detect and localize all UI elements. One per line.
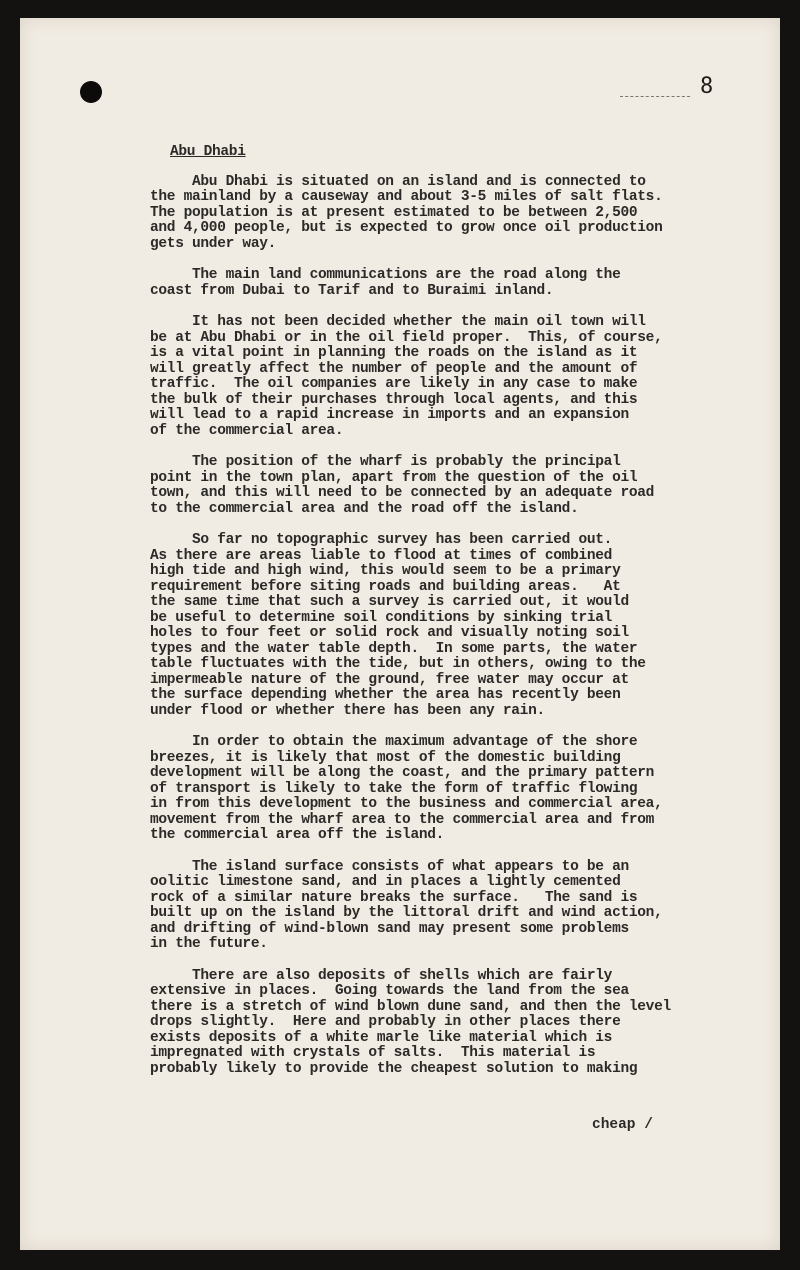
punch-hole [80, 81, 102, 103]
section-heading: Abu Dhabi [170, 144, 246, 160]
margin-marks [620, 96, 690, 97]
catchword: cheap / [592, 1117, 653, 1133]
page-number: 8 [700, 74, 714, 99]
paragraph: It has not been decided whether the main oil town will be at Abu Dhabi or in the oil field proper. This, of course, is a vital point in planning the roads on the island as it will greatly affect the number of people and the amount of traffic. The oil companies are likely in any case to make the bulk of their purchases through local agents, and this will lead to a rapid increase in imports and an expansion of the commercial area. [150, 314, 663, 439]
paragraph: The position of the wharf is probably the principal point in the town plan, apart from the question of the oil town, and this will need to be connected by an adequate road to the commercial area and the road off the island. [150, 454, 655, 517]
paragraph: Abu Dhabi is situated on an island and is connected to the mainland by a causeway and about 3-5 miles of salt flats. The population is at present estimated to be between 2,500 and 4,000 people, but is expected to grow once oil production gets under way. [150, 173, 663, 252]
paragraph: The main land communications are the road along the coast from Dubai to Tarif and to Buraimi inland. [150, 267, 621, 299]
paragraph: The island surface consists of what appears to be an oolitic limestone sand, and in places a lightly cemented rock of a similar nature breaks the surface. The sand is built up on the island by the littoral drift and wind action, and drifting of wind-blown sand may present some problems in the future. [150, 858, 663, 952]
paragraph: In order to obtain the maximum advantage of the shore breezes, it is likely that most of the domestic building development will be along the coast, and the primary pattern of transport is likely to take the form of traffic flowing in from this development to the business and commercial area, movement from the wharf area to the commercial area and from the commercial area off the island. [150, 734, 663, 843]
document-body [150, 145, 750, 1093]
paragraph: So far no topographic survey has been carried out. As there are areas liable to flood at times of combined high tide and high wind, this would seem to be a primary requirement before siting roads and building areas. At the same time that such a survey is carried out, it would be useful to determine soil conditions by sinking trial holes to four feet or solid rock and visually noting soil types and the water table depth. In some parts, the water table fluctuates with the tide, but in others, owing to the impermeable nature of the ground, free water may occur at the surface depending whether the area has recently been under flood or whether there has been any rain. [150, 532, 646, 719]
paragraph: There are also deposits of shells which are fairly extensive in places. Going towards the land from the sea there is a stretch of wind blown dune sand, and then the level drops slightly. Here and probably in other places there exists deposits of a white marle like material which is impregnated with crystals of salts. This material is probably likely to provide the cheapest solution to making [150, 967, 671, 1077]
